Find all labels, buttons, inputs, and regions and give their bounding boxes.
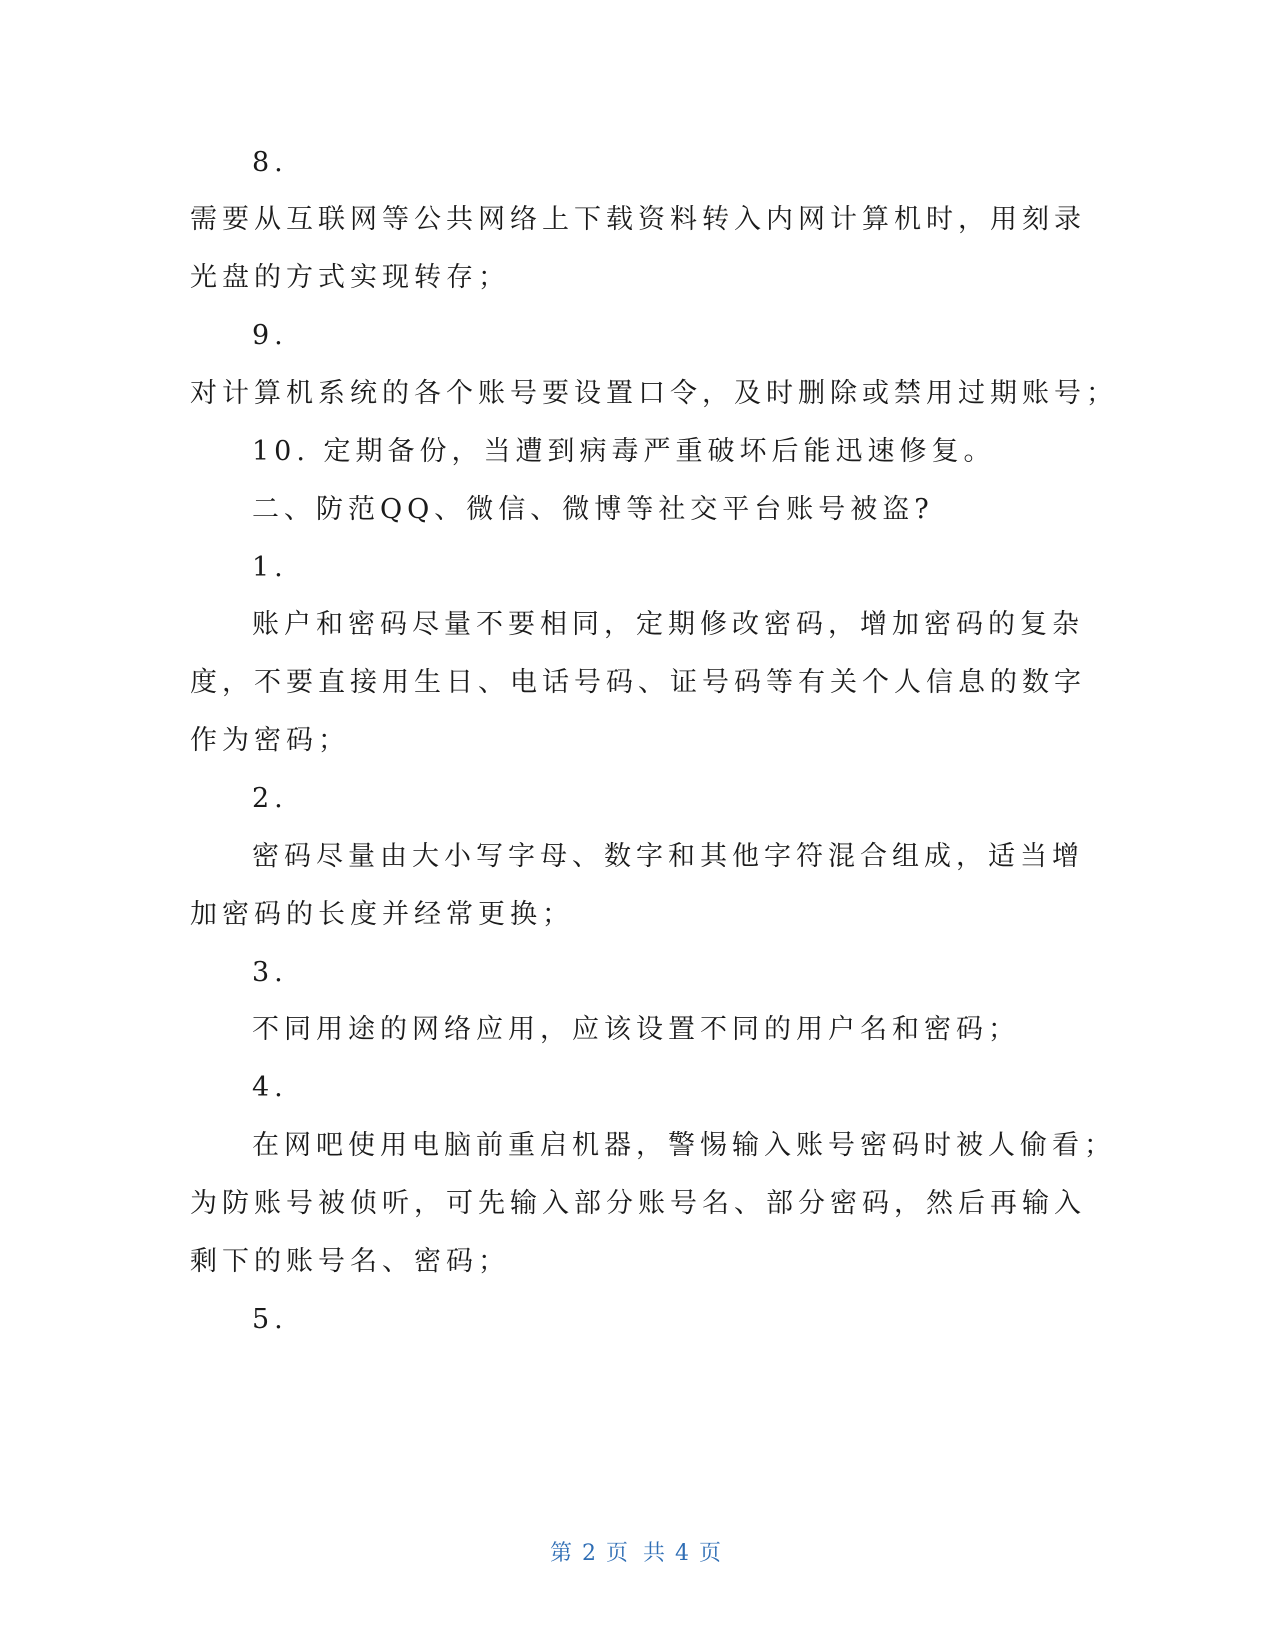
list-number-5: 5. [252, 1304, 288, 1335]
paragraph-line: 10. 定期备份，当遭到病毒严重破坏后能迅速修复。 [252, 436, 996, 467]
footer-page-number: 2 [582, 1541, 600, 1566]
paragraph-line: 在网吧使用电脑前重启机器，警惕输入账号密码时被人偷看； [252, 1130, 1116, 1161]
list-number-4: 4. [252, 1072, 288, 1103]
paragraph-line: 密码尽量由大小写字母、数字和其他字符混合组成，适当增 [252, 841, 1084, 872]
footer-suffix: 页 [699, 1541, 726, 1566]
paragraph-line: 为防账号被侦听，可先输入部分账号名、部分密码，然后再输入 [190, 1188, 1086, 1219]
paragraph-line: 对计算机系统的各个账号要设置口令，及时删除或禁用过期账号； [190, 378, 1118, 409]
paragraph-line: 加密码的长度并经常更换； [190, 899, 574, 930]
paragraph-line: 不同用途的网络应用，应该设置不同的用户名和密码； [252, 1014, 1020, 1045]
list-number-1: 1. [252, 552, 288, 583]
paragraph-line: 账户和密码尽量不要相同，定期修改密码，增加密码的复杂 [252, 609, 1084, 640]
footer-prefix: 第 [549, 1541, 576, 1566]
footer-middle: 页 共 [606, 1541, 669, 1566]
paragraph-line: 需要从互联网等公共网络上下载资料转入内网计算机时，用刻录 [190, 204, 1086, 235]
paragraph-line: 光盘的方式实现转存； [190, 262, 510, 293]
list-number-2: 2. [252, 783, 288, 814]
paragraph-line: 度，不要直接用生日、电话号码、证号码等有关个人信息的数字 [190, 667, 1086, 698]
list-number-8: 8. [252, 147, 288, 178]
paragraph-line: 作为密码； [190, 725, 350, 756]
paragraph-line: 剩下的账号名、密码； [190, 1246, 510, 1277]
footer-total-pages: 4 [675, 1541, 693, 1566]
list-number-3: 3. [252, 957, 288, 988]
page-footer [0, 1538, 1275, 1570]
section-heading: 二、防范QQ、微信、微博等社交平台账号被盗? [252, 494, 934, 525]
list-number-9: 9. [252, 320, 288, 351]
